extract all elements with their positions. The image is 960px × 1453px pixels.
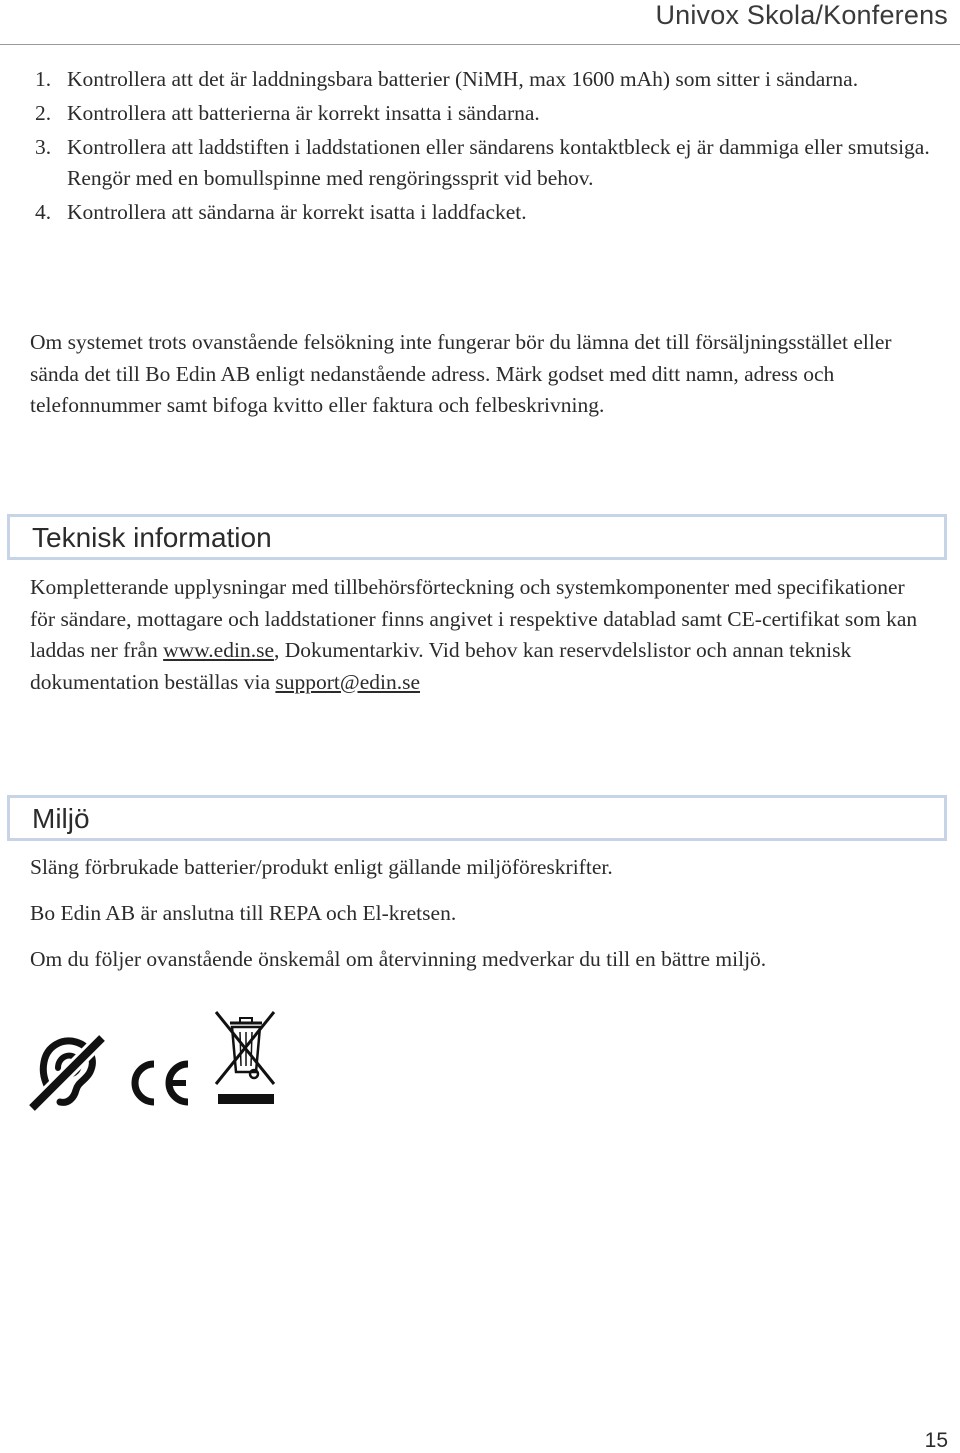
- troubleshooting-steps: [30, 64, 935, 231]
- step-text: Kontrollera att laddstiften i laddstationen eller sändarens kontaktbleck ej är dammiga eller smutsiga. Rengör med en bomullspinne med rengöringssprit vid behov.: [67, 135, 930, 190]
- technical-info-heading: Teknisk information: [32, 522, 272, 553]
- step-item: [30, 98, 935, 129]
- step-number: 1.: [35, 67, 52, 91]
- step-number: 2.: [35, 101, 52, 125]
- step-text: Kontrollera att det är laddningsbara batterier (NiMH, max 1600 mAh) som sitter i sändarna.: [67, 67, 859, 91]
- environment-heading: Miljö: [32, 803, 90, 834]
- environment-paragraph-recycling: Om du följer ovanstående önskemål om återvinning medverkar du till en bättre miljö.: [30, 947, 767, 971]
- step-item: [30, 64, 935, 95]
- page-number: 15: [924, 1429, 948, 1452]
- environment-paragraph-repa: Bo Edin AB är anslutna till REPA och El-kretsen.: [30, 901, 457, 925]
- technical-info-text-continued: , Dokumentarkiv. Vid behov kan reservdelslistor och annan teknisk dokumentation beställas via: [30, 638, 852, 694]
- certification-icons: [28, 1008, 288, 1113]
- hearing-loop-icon: [28, 1032, 108, 1112]
- technical-info-heading-box: [7, 514, 947, 560]
- step-item: [30, 132, 935, 194]
- page-header-title: Univox Skola/Konferens: [655, 0, 948, 30]
- technical-info-body: [30, 572, 935, 698]
- website-link[interactable]: www.edin.se: [163, 638, 274, 662]
- step-number: 3.: [35, 135, 52, 159]
- header-divider: [0, 44, 960, 45]
- environment-heading-box: [7, 795, 947, 841]
- ce-mark-icon: [126, 1058, 196, 1108]
- step-item: [30, 197, 935, 228]
- step-text: Kontrollera att sändarna är korrekt isatta i laddfacket.: [67, 200, 527, 224]
- technical-info-text: Kompletterande upplysningar med tillbehörsförteckning och systemkomponenter med specifikationer för sändare, mottagare och laddstationer finns angivet i respektive datablad samt CE-certifikat som kan laddas ner från: [30, 575, 918, 662]
- environment-paragraph-disposal: Släng förbrukade batterier/produkt enligt gällande miljöföreskrifter.: [30, 855, 613, 879]
- step-text: Kontrollera att batterierna är korrekt insatta i sändarna.: [67, 101, 540, 125]
- troubleshooting-note: Om systemet trots ovanstående felsökning inte fungerar bör du lämna det till försäljningsstället eller sända det till Bo Edin AB enligt nedanstående adress. Märk godset med ditt namn, adress och telefonnummer samt bifoga kvitto eller faktura och felbeskrivning.: [30, 330, 892, 417]
- weee-crossed-bin-icon: [210, 1008, 282, 1108]
- step-number: 4.: [35, 200, 52, 224]
- support-email-link[interactable]: support@edin.se: [275, 669, 421, 694]
